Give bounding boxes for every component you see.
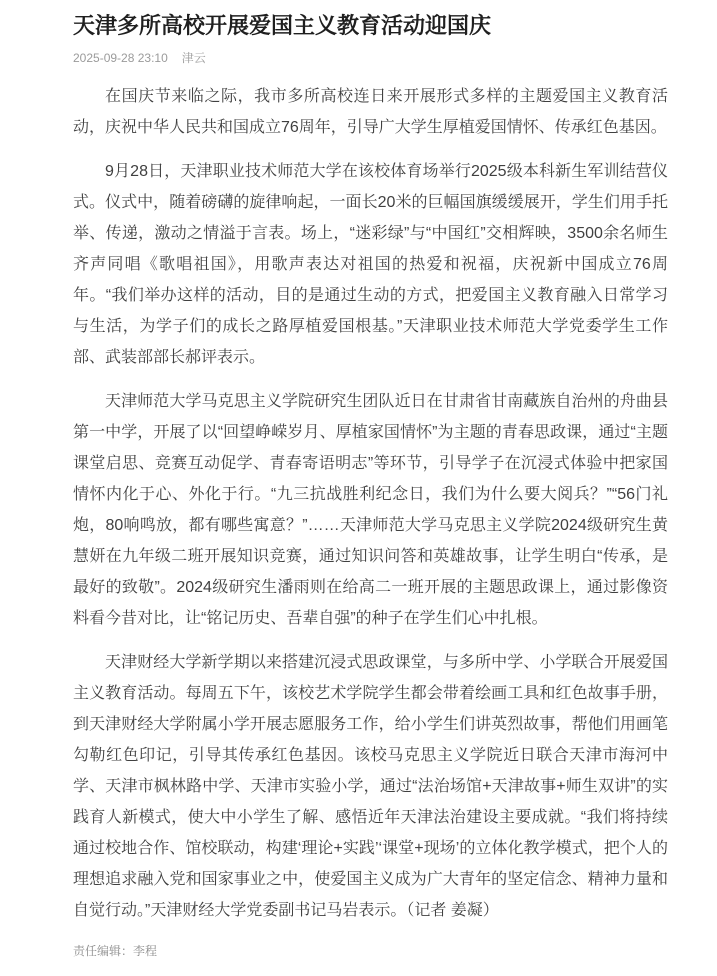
article-meta — [73, 51, 668, 65]
source-label: 津云 — [181, 50, 206, 65]
article-paragraph: 9月28日，天津职业技术师范大学在该校体育场举行2025级本科新生军训结营仪式。仪式中，随着磅礴的旋律响起，一面长20米的巨幅国旗缓缓展开，学生们用手托举、传递，激动之情溢于言表。场上，“迷彩绿”与“中国红”交相辉映，3500余名师生齐声同唱《歌唱祖国》，用歌声表达对祖国的热爱和祝福，庆祝新中国成立76周年。“我们举办这样的活动，目的是通过生动的方式，把爱国主义教育融入日常学习与生活，为学子们的成长之路厚植爱国根基。”天津职业技术师范大学党委学生工作部、武装部部长郝评表示。 — [73, 162, 668, 366]
article-paragraph: 天津财经大学新学期以来搭建沉浸式思政课堂，与多所中学、小学联合开展爱国主义教育活动。每周五下午，该校艺术学院学生都会带着绘画工具和红色故事手册，到天津财经大学附属小学开展志愿服务工作，给小学生们讲英烈故事，帮他们用画笔勾勒红色印记，引导其传承红色基因。该校马克思主义学院近日联合天津市海河中学、天津市枫林路中学、天津市实验小学，通过“法治场馆+天津故事+师生双讲”的实践育人新模式，使大中小学生了解、感悟近年天津法治建设主要成就。“我们将持续通过校地合作、馆校联动，构建‘理论+实践’‘课堂+现场’的立体化教学模式，把个人的理想追求融入党和国家事业之中，使爱国主义成为广大青年的坚定信念、精神力量和自觉行动。”天津财经大学党委副书记马岩表示。（记者 姜凝） — [73, 653, 668, 919]
article-title: 天津多所高校开展爱国主义教育活动迎国庆 — [73, 13, 492, 38]
editor-line: 责任编辑：李程 — [73, 943, 158, 958]
article-body — [73, 81, 668, 926]
article-paragraph: 在国庆节来临之际，我市多所高校连日来开展形式多样的主题爱国主义教育活动，庆祝中华人民共和国成立76周年，引导广大学生厚植爱国情怀、传承红色基因。 — [73, 87, 668, 136]
publish-datetime: 2025-09-28 23:10 — [73, 50, 168, 65]
article-paragraph: 天津师范大学马克思主义学院研究生团队近日在甘肃省甘南藏族自治州的舟曲县第一中学，开展了以“回望峥嵘岁月、厚植家国情怀”为主题的青春思政课，通过“主题课堂启思、竞赛互动促学、青春寄语明志”等环节，引导学子在沉浸式体验中把家国情怀内化于心、外化于行。“九三抗战胜利纪念日，我们为什么要大阅兵？”“56门礼炮，80响鸣放，都有哪些寓意？”……天津师范大学马克思主义学院2024级研究生黄慧妍在九年级二班开展知识竞赛，通过知识问答和英雄故事，让学生明白“传承，是最好的致敬”。2024级研究生潘雨则在给高二一班开展的主题思政课上，通过影像资料看今昔对比，让“铭记历史、吾辈自强”的种子在学生们心中扎根。 — [73, 392, 668, 627]
